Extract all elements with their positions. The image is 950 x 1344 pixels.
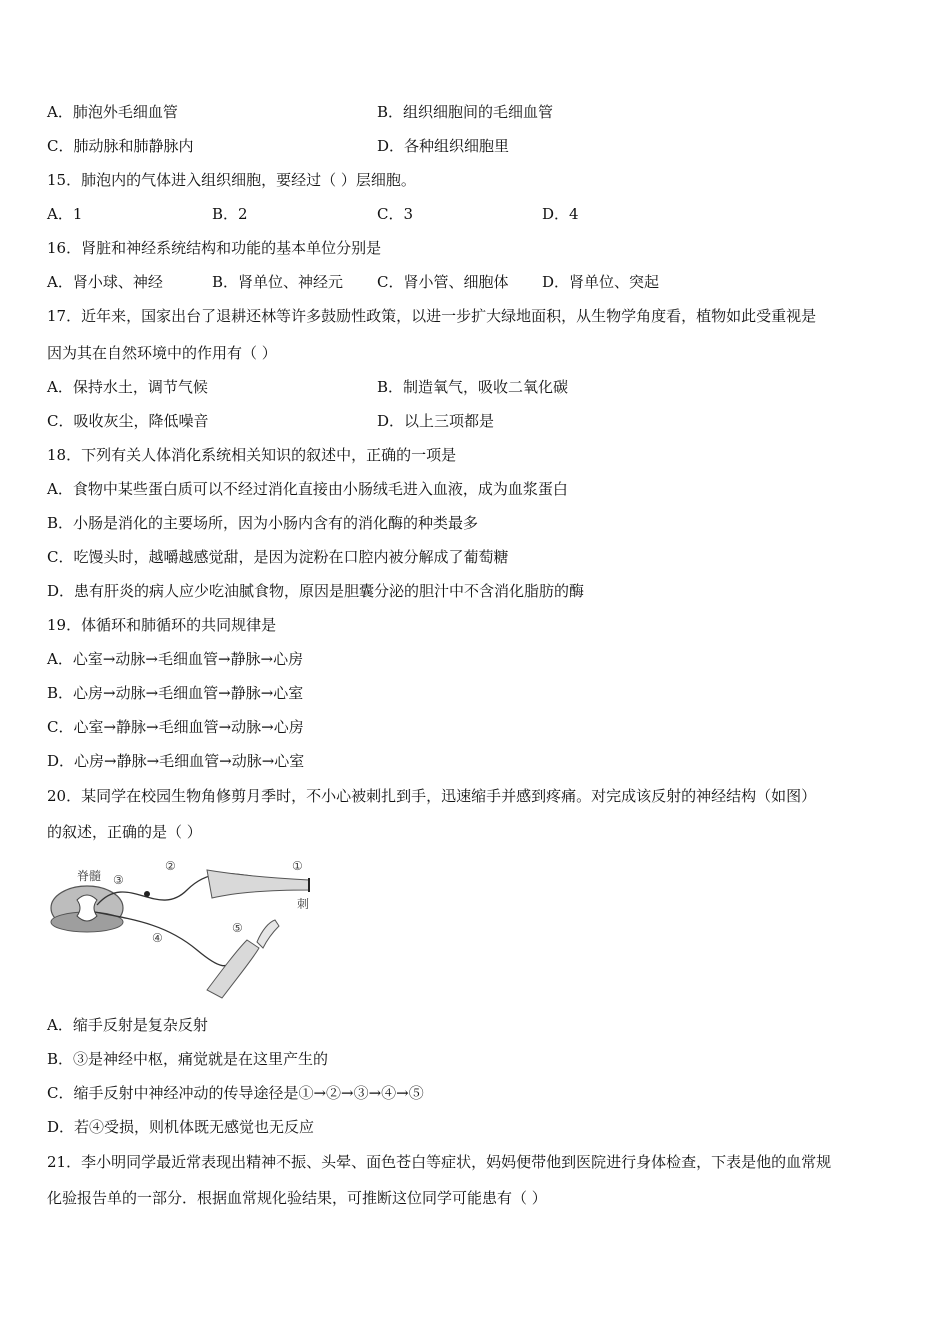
lower-arm-shape [207,940,259,998]
q14-option-b: B．组织细胞间的毛细血管 [377,103,554,121]
q16-option-d: D．肾单位、突起 [542,273,660,291]
q17-option-c: C．吸收灰尘，降低噪音 [47,412,209,430]
q20-option-a: A．缩手反射是复杂反射 [47,1016,208,1034]
q19-option-d: D．心房→静脉→毛细血管→动脉→心室 [47,752,305,770]
q20-option-d: D．若④受损，则机体既无感觉也无反应 [47,1118,315,1136]
q20-stem-line2: 的叙述，正确的是（ ） [47,823,202,841]
upper-arm-shape [207,870,309,898]
label-n2: ② [165,859,176,873]
q17-option-b: B．制造氧气，吸收二氧化碳 [377,378,569,396]
label-n3: ③ [113,873,124,887]
label-n4: ④ [152,931,163,945]
gray-matter-shape [77,895,97,921]
q15-stem: 15．肺泡内的气体进入组织细胞，要经过（ ）层细胞。 [47,171,416,189]
q18-stem: 18．下列有关人体消化系统相关知识的叙述中，正确的一项是 [47,446,457,464]
q18-option-c: C．吃馒头时，越嚼越感觉甜，是因为淀粉在口腔内被分解成了葡萄糖 [47,548,509,566]
q17-stem-line2: 因为其在自然环境中的作用有（ ） [47,344,277,362]
q17-option-a: A．保持水土，调节气候 [47,378,208,396]
q16-option-c: C．肾小管、细胞体 [377,273,509,291]
q16-stem: 16．肾脏和神经系统结构和功能的基本单位分别是 [47,239,382,257]
ganglion-dot [144,891,150,897]
q20-stem-line1: 20．某同学在校园生物角修剪月季时，不小心被刺扎到手，迅速缩手并感到疼痛。对完成该反射的神经结构（如图） [47,787,817,805]
q20-option-c: C．缩手反射中神经冲动的传导途径是①→②→③→④→⑤ [47,1084,424,1102]
q19-option-c: C．心室→静脉→毛细血管→动脉→心房 [47,718,304,736]
q14-option-c: C．肺动脉和肺静脉内 [47,137,194,155]
q21-stem-line1: 21．李小明同学最近常表现出精神不振、头晕、面色苍白等症状，妈妈便带他到医院进行身体检查，下表是他的血常规 [47,1153,832,1171]
q17-stem-line1: 17．近年来，国家出台了退耕还林等许多鼓励性政策，以进一步扩大绿地面积，从生物学角度看，植物如此受重视是 [47,307,817,325]
q20-option-b: B．③是神经中枢，痛觉就是在这里产生的 [47,1050,329,1068]
q19-option-a: A．心室→动脉→毛细血管→静脉→心房 [47,650,304,668]
reflex-arc-figure [47,850,317,1000]
label-n1: ① [292,859,303,873]
q18-option-b: B．小肠是消化的主要场所，因为小肠内含有的消化酶的种类最多 [47,514,479,532]
q16-option-b: B．肾单位、神经元 [212,273,344,291]
q18-option-a: A．食物中某些蛋白质可以不经过消化直接由小肠绒毛进入血液，成为血浆蛋白 [47,480,568,498]
label-thorn: 刺 [297,897,310,911]
q14-option-a: A．肺泡外毛细血管 [47,103,178,121]
q19-option-b: B．心房→动脉→毛细血管→静脉→心室 [47,684,304,702]
q21-stem-line2: 化验报告单的一部分．根据血常规化验结果，可推断这位同学可能患有（ ） [47,1189,547,1207]
q18-option-d: D．患有肝炎的病人应少吃油腻食物，原因是胆囊分泌的胆汁中不含消化脂肪的酶 [47,582,585,600]
q15-option-a: A．1 [47,205,83,223]
label-spinal-cord: 脊髓 [77,869,102,883]
hand-shape [257,920,279,948]
q15-option-b: B．2 [212,205,248,223]
label-n5: ⑤ [232,921,243,935]
q19-stem: 19．体循环和肺循环的共同规律是 [47,616,277,634]
q15-option-c: C．3 [377,205,414,223]
q16-option-a: A．肾小球、神经 [47,273,163,291]
q17-option-d: D．以上三项都是 [377,412,495,430]
q14-option-d: D．各种组织细胞里 [377,137,510,155]
q15-option-d: D．4 [542,205,579,223]
